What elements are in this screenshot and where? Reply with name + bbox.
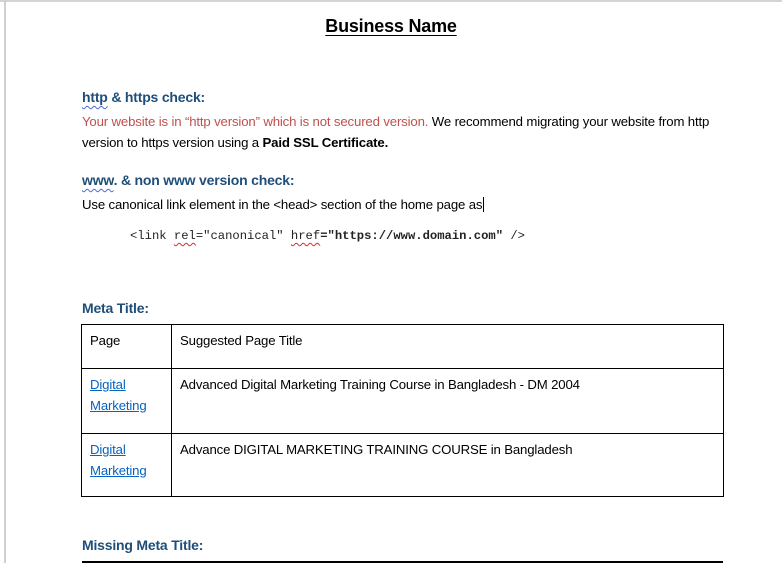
http-check-heading [82, 89, 205, 105]
www-check-heading [82, 172, 294, 188]
code-prefix: <link [130, 229, 174, 243]
www-check-heading-rest: . & non www version check: [113, 172, 295, 188]
code-href-value: ="https://www.domain.com" [320, 229, 504, 243]
document-title: Business Name [325, 16, 457, 36]
page-top-border [0, 0, 782, 2]
http-recommendation-text: We recommend migrating your website from http version to https version using a [82, 114, 710, 150]
page-cell [82, 369, 172, 434]
code-rel-value: ="canonical" [195, 229, 291, 243]
missing-meta-title-heading: Missing Meta Title: [82, 537, 204, 553]
table-top-border [82, 561, 723, 563]
text-cursor [483, 197, 484, 212]
header-page: Page [82, 325, 172, 369]
meta-title-heading: Meta Title: [82, 300, 149, 316]
http-warning-text: Your website is in “http version” which is not secured version. [82, 114, 429, 129]
code-suffix: /> [503, 229, 525, 243]
canonical-code-snippet [130, 229, 525, 243]
table-row [82, 369, 724, 434]
page-left-margin-line [4, 0, 6, 563]
page-link[interactable]: Digital Marketing [90, 442, 147, 478]
canonical-instruction [82, 194, 732, 215]
canonical-instruction-text: Use canonical link element in the <head> section of the home page as [82, 197, 483, 212]
http-check-heading-rest: & https check: [107, 89, 205, 105]
suggested-title-cell: Advanced Digital Marketing Training Course in Bangladesh - DM 2004 [172, 369, 724, 434]
table-row [82, 434, 724, 497]
code-rel-attr: rel [173, 229, 196, 243]
page-link[interactable]: Digital Marketing [90, 377, 147, 413]
header-suggested-title: Suggested Page Title [172, 325, 724, 369]
code-href-attr: href [290, 229, 321, 243]
page-cell [82, 434, 172, 497]
http-check-paragraph [82, 111, 732, 153]
meta-title-table [81, 324, 724, 497]
suggested-title-cell: Advance DIGITAL MARKETING TRAINING COURSE in Bangladesh [172, 434, 724, 497]
table-header-row [82, 325, 724, 369]
http-check-heading-word: http [82, 89, 108, 105]
www-check-heading-word: www [82, 172, 114, 188]
ssl-certificate-text: Paid SSL Certificate. [262, 135, 389, 150]
